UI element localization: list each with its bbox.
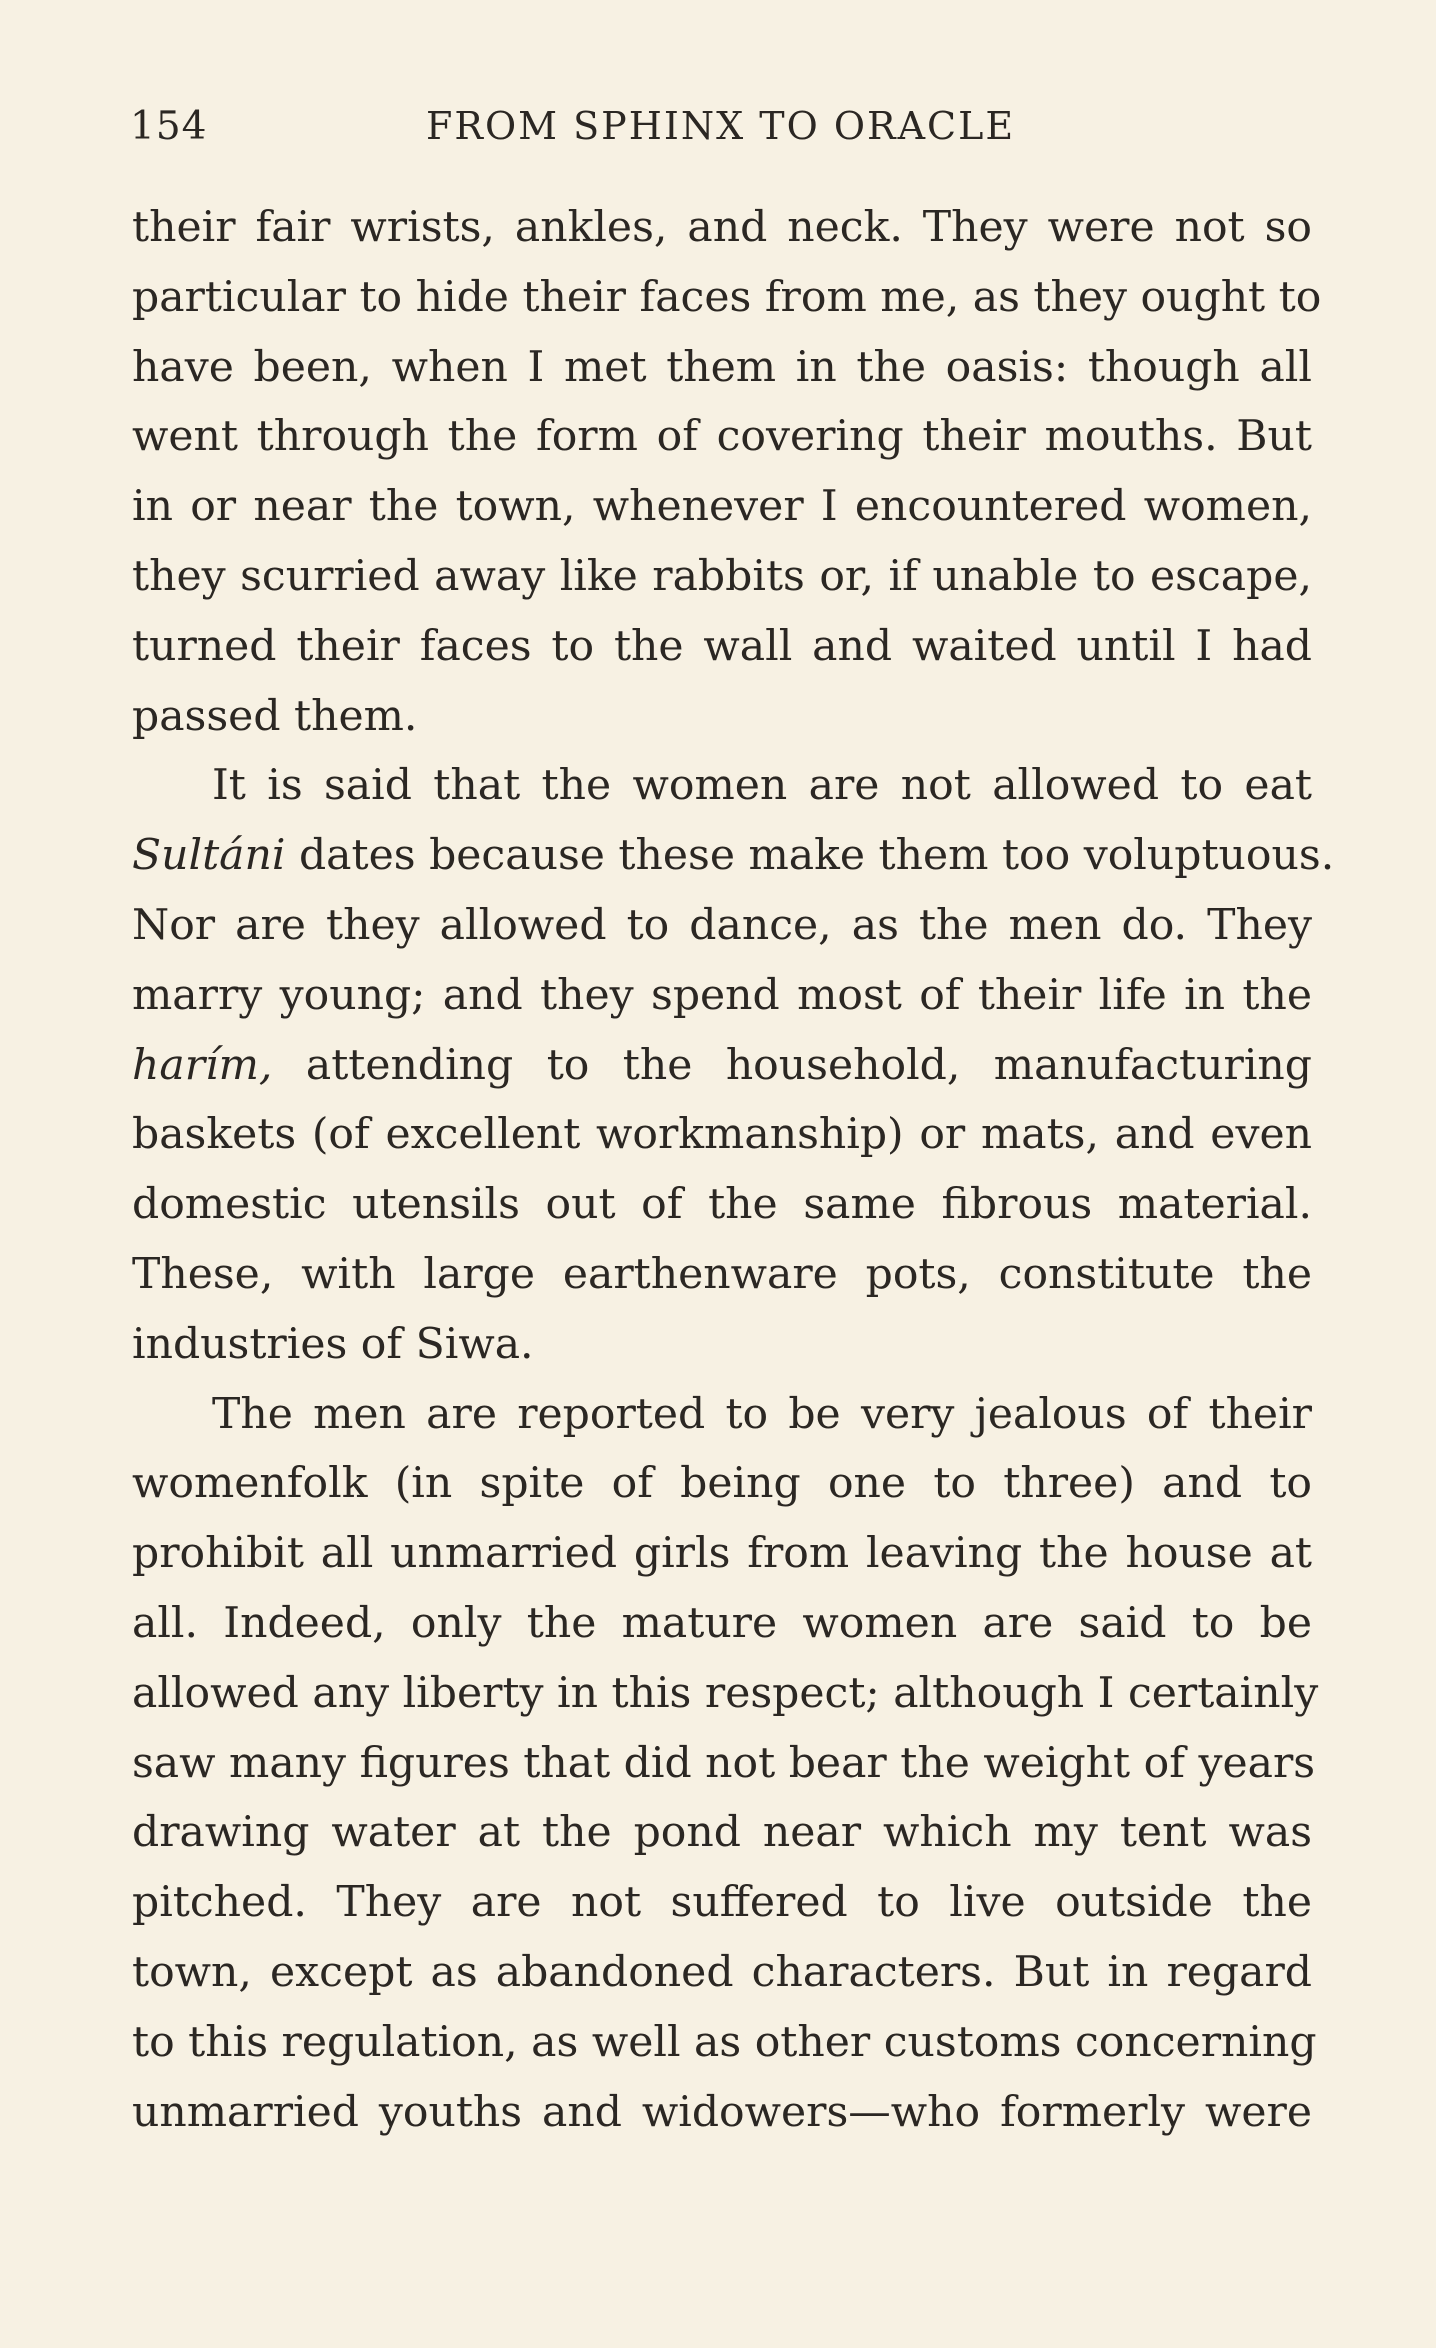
- italic-term: Sultáni: [132, 831, 286, 881]
- text-line: saw many figures that did not bear the weight of years: [132, 1738, 1316, 1788]
- body-text: [132, 193, 1335, 2147]
- text-line: their fair wrists, ankles, and neck. They were not so: [132, 203, 1312, 252]
- text-line: particular to hide their faces from me, as they ought to: [132, 272, 1322, 322]
- text-line: drawing water at the pond near which my tent was: [132, 1808, 1312, 1858]
- page-number: 154: [130, 104, 208, 149]
- text-run: attending to the household, manufacturing: [272, 1040, 1312, 1090]
- text-line: These, with large earthenware pots, constitute the: [132, 1249, 1312, 1299]
- text-line: have been, when I met them in the oasis: though all: [132, 342, 1312, 392]
- text-line: town, except as abandoned characters. But in regard: [132, 1947, 1312, 1997]
- text-line: turned their faces to the wall and waited until I had: [132, 621, 1312, 671]
- text-line: marry young; and they spend most of their life in the: [132, 970, 1312, 1020]
- running-title: FROM SPHINX TO ORACLE: [426, 104, 1016, 148]
- text-line: they scurried away like rabbits or, if unable to escape,: [132, 551, 1312, 601]
- text-line: womenfolk (in spite of being one to three) and to: [132, 1459, 1312, 1509]
- text-line: pitched. They are not suffered to live outside the: [132, 1878, 1312, 1928]
- text-line: went through the form of covering their mouths. But: [132, 412, 1312, 462]
- text-line: allowed any liberty in this respect; although I certainly: [132, 1668, 1319, 1718]
- text-line: all. Indeed, only the mature women are said to be: [132, 1598, 1312, 1648]
- text-line: domestic utensils out of the same fibrous material.: [132, 1180, 1312, 1230]
- text-line: The men are reported to be very jealous of their: [212, 1389, 1312, 1439]
- text-line: industries of Siwa.: [132, 1319, 534, 1369]
- text-line: prohibit all unmarried girls from leaving the house at: [132, 1529, 1312, 1579]
- text-run: dates because these make them too voluptuous.: [285, 831, 1335, 881]
- running-head: [130, 104, 1320, 164]
- text-line: It is said that the women are not allowed to eat: [212, 761, 1312, 811]
- text-line: to this regulation, as well as other customs concerning: [132, 2017, 1317, 2067]
- text-line: baskets (of excellent workmanship) or mats, and even: [132, 1110, 1312, 1160]
- text-line: passed them.: [132, 691, 418, 741]
- italic-term: harím,: [132, 1040, 273, 1090]
- text-line: [132, 1031, 1312, 1101]
- text-line: Nor are they allowed to dance, as the men do. They: [132, 900, 1312, 950]
- text-line: unmarried youths and widowers—who formerly were: [132, 2087, 1312, 2137]
- text-line: in or near the town, whenever I encountered women,: [132, 482, 1312, 532]
- text-line: [132, 821, 1335, 891]
